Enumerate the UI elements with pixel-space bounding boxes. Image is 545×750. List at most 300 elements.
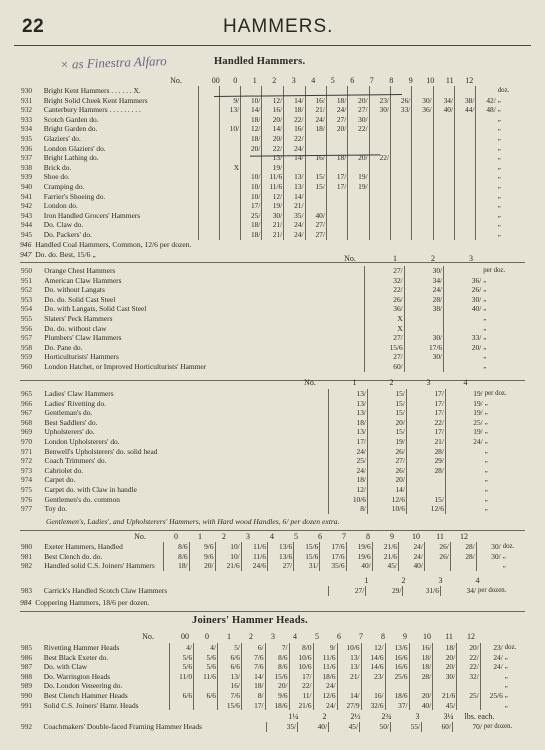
column-size-label: 3: [271, 632, 275, 641]
price-cell: [412, 182, 433, 192]
column-no-label: No.: [304, 378, 316, 387]
item-number: 947: [20, 250, 32, 259]
price-cell: 5/6: [194, 662, 218, 672]
table-row: [20, 437, 525, 447]
price-cell: 17/: [328, 437, 367, 447]
column-size-label: 11: [436, 532, 444, 541]
price-cell: 15/: [367, 427, 406, 437]
s5b-table: [20, 722, 525, 732]
price-cell: 7/6: [242, 662, 266, 672]
price-cell: X: [365, 314, 404, 324]
price-cell: 18/: [284, 105, 305, 115]
price-cell: [326, 163, 347, 173]
unit-label: „: [483, 286, 487, 294]
column-size-label: 7: [369, 76, 374, 85]
price-cell: 11/6: [313, 662, 337, 672]
column-size-label: 1: [364, 576, 369, 585]
table-row: [20, 266, 525, 276]
price-cell: 17/: [406, 408, 445, 418]
price-cell: [390, 124, 411, 134]
price-cell: [348, 192, 369, 202]
price-cell: [444, 314, 483, 324]
unit-label: doz.: [504, 644, 517, 651]
price-cell: [445, 466, 483, 476]
item-number: 981: [21, 551, 33, 561]
price-cell: [348, 163, 369, 173]
price-cell: [404, 314, 443, 324]
price-cell: [480, 681, 504, 691]
item-description: American Claw Hammers: [44, 275, 122, 285]
column-size-label: 3: [469, 254, 473, 263]
column-size-label: 0: [205, 632, 209, 641]
price-cell: [433, 86, 454, 96]
price-cell: [369, 182, 390, 192]
item-description: Ladies' Claw Hammers: [44, 389, 114, 398]
column-size-label: 9: [403, 632, 407, 641]
price-cell: [194, 681, 218, 691]
price-cell: [219, 230, 240, 240]
price-cell: 13/: [328, 427, 367, 437]
item-description: Ladies' Rivetting do.: [44, 398, 107, 408]
price-cell: 32/: [457, 672, 481, 682]
price-cell: [390, 220, 411, 230]
item-number: 977: [21, 504, 33, 514]
price-cell: 20/: [433, 662, 457, 672]
price-cell: [457, 701, 481, 711]
item-number: 930: [21, 86, 33, 95]
price-cell: [390, 144, 411, 154]
price-cell: 12/: [328, 485, 367, 495]
price-cell: 27/: [326, 115, 347, 125]
column-size-label: 10: [412, 532, 420, 541]
price-cell: 13/6: [267, 552, 293, 562]
price-cell: 10/: [241, 96, 262, 106]
s3-price-list: [20, 389, 525, 514]
price-cell: [369, 230, 390, 240]
unit-label: „: [483, 343, 487, 351]
item-description: Horticulturists' Hammers: [44, 352, 119, 362]
item-number: 958: [21, 342, 33, 352]
unit-label: „: [497, 96, 501, 104]
column-size-label: 4: [293, 632, 297, 641]
price-cell: 24/: [305, 115, 326, 125]
price-cell: [412, 124, 433, 134]
price-cell: 7/: [265, 643, 289, 653]
item-number: 992: [21, 722, 33, 731]
unit-label: doz.: [497, 87, 510, 94]
price-cell: [369, 201, 390, 211]
price-cell: 15/: [305, 172, 326, 182]
table-row: [20, 124, 525, 134]
price-cell: [390, 230, 411, 240]
item-description: Do. London Veneering do.: [43, 681, 123, 691]
price-cell: [262, 86, 284, 96]
item-description: Coachmakers' Double-faced Framing Hammer Heads: [43, 722, 202, 731]
price-cell: 18/: [326, 153, 347, 163]
price-cell: [433, 182, 454, 192]
price-cell: 45/: [433, 701, 457, 711]
price-cell: 20/: [241, 144, 262, 154]
price-cell: 30/: [262, 211, 284, 221]
price-cell: [433, 230, 454, 240]
column-size-label: 3: [291, 76, 296, 85]
price-cell: [476, 144, 497, 154]
table-row: [20, 475, 525, 485]
price-cell: [337, 681, 361, 691]
column-size-label: 4: [311, 76, 316, 85]
price-cell: [219, 220, 240, 230]
item-number: 986: [21, 652, 33, 662]
price-cell: 20/: [444, 343, 483, 353]
item-description: Rivetting Hammer Heads: [43, 643, 120, 652]
price-cell: [455, 182, 476, 192]
column-size-label: 2: [249, 632, 253, 641]
price-cell: [369, 211, 390, 221]
price-cell: 14/: [284, 96, 305, 106]
table-row: [20, 643, 525, 653]
s4b-table: [20, 586, 525, 596]
price-cell: 15/: [367, 399, 406, 409]
item-number: 938: [21, 162, 33, 172]
price-cell: 18/: [163, 561, 189, 571]
price-cell: [455, 211, 476, 221]
unit-label: „: [497, 182, 501, 190]
item-number: 971: [21, 446, 33, 456]
price-cell: 15/: [406, 495, 445, 505]
item-description: London Hatchet, or Improved Horticulturists' Hammer: [44, 361, 207, 371]
price-cell: 12/: [262, 192, 284, 202]
price-cell: 27/: [365, 266, 404, 276]
price-cell: [194, 701, 218, 711]
column-size-label: 5: [294, 532, 298, 541]
item-description: Do. with Langats, Solid Cast Steel: [44, 304, 147, 314]
item-description: Do. Packers' do.: [43, 229, 92, 239]
price-cell: 12/: [262, 96, 284, 106]
table-row: [20, 276, 525, 286]
price-cell: [199, 86, 219, 96]
price-cell: [455, 220, 476, 230]
price-cell: [219, 211, 240, 221]
column-size-label: 00: [211, 76, 220, 85]
item-description: Gentleman's do.: [44, 408, 93, 418]
price-cell: 21/: [262, 220, 284, 230]
price-cell: [445, 504, 483, 514]
item-description: Plumbers' Claw Hammers: [44, 333, 122, 343]
price-cell: 10/6: [289, 662, 313, 672]
price-cell: [348, 211, 369, 221]
column-size-label: 0: [174, 532, 178, 541]
column-size-label: 7: [359, 632, 363, 641]
price-cell: [219, 144, 240, 154]
price-cell: 35/: [267, 722, 298, 732]
item-number: 951: [21, 275, 33, 285]
price-cell: 20/: [348, 153, 369, 163]
table-row: [20, 134, 525, 144]
column-size-label: 1: [352, 378, 357, 387]
price-cell: 30/: [404, 333, 443, 343]
price-cell: [412, 201, 433, 211]
price-cell: 20/: [189, 561, 215, 571]
price-cell: 17/: [406, 427, 445, 437]
price-cell: 20/: [367, 418, 406, 428]
item-number: 970: [21, 436, 33, 446]
table-row: [20, 182, 525, 192]
item-text: Coppering Hammers, 18/6 per dozen.: [35, 598, 150, 607]
item-number: 931: [21, 95, 33, 105]
price-cell: 10/6: [289, 653, 313, 663]
item-description: Do. Warrington Heads: [43, 671, 111, 681]
table-row: [20, 96, 525, 106]
item-description: Best Saddlers' do.: [44, 417, 98, 427]
item-number: 956: [21, 323, 33, 333]
price-cell: 14/: [337, 691, 361, 701]
item-number: 955: [21, 313, 33, 323]
price-cell: 24/: [284, 230, 305, 240]
price-cell: [305, 134, 326, 144]
price-cell: 15/: [367, 389, 406, 399]
price-cell: [326, 192, 347, 202]
price-cell: [170, 701, 194, 711]
price-cell: 24/: [328, 447, 367, 457]
price-cell: 19/: [262, 163, 284, 173]
table-row: [20, 105, 525, 115]
price-cell: 18/6: [313, 672, 337, 682]
item-description: Cabriolet do.: [44, 465, 84, 475]
price-cell: 42/: [476, 96, 497, 106]
price-cell: 40/: [346, 561, 372, 571]
price-cell: [326, 134, 347, 144]
price-cell: 15/6: [265, 672, 289, 682]
price-cell: [390, 115, 411, 125]
price-cell: 60/: [421, 722, 452, 732]
item-description: Do. do. without claw: [44, 323, 107, 333]
column-size-label: 9: [408, 76, 413, 85]
item-number: 945: [21, 229, 33, 239]
item-description: Cramping do.: [43, 181, 85, 191]
price-cell: [445, 456, 483, 466]
column-size-label: 11: [445, 632, 453, 641]
price-cell: [326, 220, 347, 230]
price-cell: 13/6: [267, 542, 293, 552]
price-cell: 4/: [194, 643, 218, 653]
column-size-label: 2: [389, 378, 394, 387]
price-cell: 13/6: [385, 643, 409, 653]
price-cell: 30/: [444, 295, 483, 305]
item-number: 966: [21, 398, 33, 408]
unit-label: „: [484, 505, 488, 513]
price-cell: [305, 163, 326, 173]
price-cell: 20/: [433, 653, 457, 663]
price-cell: [390, 134, 411, 144]
price-cell: [199, 192, 219, 202]
item-number: 980: [21, 542, 33, 551]
price-cell: [412, 144, 433, 154]
price-cell: [406, 475, 445, 485]
table-row: [20, 163, 525, 173]
price-cell: 19/: [445, 389, 483, 399]
price-cell: [480, 701, 504, 711]
price-cell: [406, 485, 445, 495]
price-cell: 25/6: [385, 672, 409, 682]
price-cell: 7/6: [242, 653, 266, 663]
item-number: 976: [21, 494, 33, 504]
price-cell: 35/6: [320, 561, 346, 571]
price-cell: [476, 192, 497, 202]
item-number: 987: [21, 662, 33, 672]
item-number: 965: [21, 389, 33, 398]
price-cell: 21/: [406, 437, 445, 447]
price-cell: 20/: [457, 643, 481, 653]
price-cell: [433, 153, 454, 163]
price-cell: 36/: [365, 304, 404, 314]
item-number: 985: [21, 643, 33, 652]
item-description: Gentlemen's do. common: [44, 494, 120, 504]
price-cell: 26/: [365, 295, 404, 305]
price-cell: [412, 134, 433, 144]
price-cell: 19/: [445, 399, 483, 409]
unit-label: „: [497, 125, 501, 133]
item-description: Bright Kent Hammers . . . . . . X.: [43, 86, 141, 95]
table-row: [20, 295, 525, 305]
price-cell: 26/: [367, 447, 406, 457]
unit-label: „: [484, 437, 488, 445]
price-cell: [433, 172, 454, 182]
price-cell: 6/6: [194, 691, 218, 701]
price-cell: [455, 201, 476, 211]
s4-price-list: [20, 542, 525, 571]
price-cell: 55/: [390, 722, 421, 732]
running-head: HAMMERS.: [223, 16, 334, 37]
unit-label: „: [502, 562, 506, 570]
price-cell: 10/: [215, 542, 241, 552]
item-number: 983: [21, 586, 33, 595]
unit-label: „: [484, 447, 488, 455]
price-cell: [199, 105, 219, 115]
price-cell: 16/: [305, 153, 326, 163]
price-cell: [199, 201, 219, 211]
price-cell: 18/: [409, 653, 433, 663]
item-description: Carrick's Handled Scotch Claw Hammers: [43, 586, 168, 595]
table-row: [20, 485, 525, 495]
item-number: 974: [21, 475, 33, 485]
price-cell: [433, 115, 454, 125]
price-cell: 18/: [409, 662, 433, 672]
table-row: [20, 456, 525, 466]
price-cell: 33/: [390, 105, 411, 115]
item-number: 975: [21, 484, 33, 494]
column-no-label: No.: [344, 254, 356, 263]
price-cell: [444, 266, 483, 276]
price-cell: 16/: [409, 643, 433, 653]
table-row: [20, 352, 525, 362]
price-cell: 20/: [265, 681, 289, 691]
price-cell: 11/0: [170, 672, 194, 682]
unit-label: „: [497, 192, 501, 200]
price-cell: 14/: [242, 672, 266, 682]
item-description: Handled solid C.S. Joiners' Hammers: [44, 561, 155, 571]
price-cell: 26/: [424, 542, 450, 552]
price-cell: [455, 124, 476, 134]
item-description: Best Clench Hammer Heads: [43, 690, 128, 700]
column-size-label: 3: [246, 532, 250, 541]
price-cell: 40/: [433, 105, 454, 115]
price-cell: 30/: [433, 672, 457, 682]
price-cell: 9/6: [189, 552, 215, 562]
item-number: 939: [21, 172, 33, 182]
column-size-label: 0: [233, 76, 238, 85]
price-cell: 21/: [305, 105, 326, 115]
price-cell: 27/: [267, 561, 293, 571]
unit-label: „: [504, 701, 508, 709]
price-cell: 24/: [404, 285, 443, 295]
price-cell: [219, 153, 240, 163]
price-cell: 6/6: [170, 691, 194, 701]
price-cell: [455, 230, 476, 240]
price-cell: 21/6: [215, 561, 241, 571]
price-cell: 30/: [476, 552, 501, 562]
unit-label: „: [497, 230, 501, 238]
item-number: 933: [21, 114, 33, 124]
item-description: Do. Pane do.: [44, 342, 83, 352]
price-cell: 18/: [433, 643, 457, 653]
price-cell: 9/: [219, 96, 240, 106]
price-cell: 19/: [445, 427, 483, 437]
unit-label: „: [497, 173, 501, 181]
price-cell: 14/: [262, 124, 284, 134]
price-cell: 40/: [409, 701, 433, 711]
page-number: 22: [22, 16, 45, 37]
price-cell: 21/6: [372, 552, 398, 562]
price-cell: [476, 230, 497, 240]
unit-label: per doz.: [484, 390, 507, 397]
price-cell: [433, 681, 457, 691]
price-cell: 11/6: [194, 672, 218, 682]
price-cell: [476, 86, 497, 96]
price-cell: [369, 172, 390, 182]
price-cell: 27/: [305, 230, 326, 240]
price-cell: [369, 115, 390, 125]
s5-table: [20, 643, 525, 710]
price-cell: 70/: [452, 722, 482, 732]
price-cell: 17/: [406, 389, 445, 399]
item-number: 932: [21, 105, 33, 115]
table-row: [20, 362, 525, 372]
price-cell: 8/: [328, 504, 367, 514]
price-cell: 4/: [170, 643, 194, 653]
table-row: [20, 542, 525, 552]
unit-label: „: [484, 495, 488, 503]
price-cell: [444, 352, 483, 362]
price-cell: 48/: [476, 105, 497, 115]
unit-label: „: [497, 144, 501, 152]
price-cell: [199, 220, 219, 230]
price-cell: [450, 561, 476, 571]
price-cell: [390, 182, 411, 192]
price-cell: 30/: [404, 266, 443, 276]
price-cell: [444, 362, 483, 372]
item-number: 935: [21, 133, 33, 143]
price-cell: 22/: [289, 681, 313, 691]
column-size-label: 7: [342, 532, 346, 541]
price-cell: [455, 192, 476, 202]
price-cell: [445, 485, 483, 495]
column-size-label: 6: [337, 632, 341, 641]
price-cell: 5/6: [170, 653, 194, 663]
s2-table: [20, 266, 525, 372]
price-cell: 14/6: [361, 653, 385, 663]
price-cell: 15/6: [294, 542, 320, 552]
price-cell: [369, 144, 390, 154]
